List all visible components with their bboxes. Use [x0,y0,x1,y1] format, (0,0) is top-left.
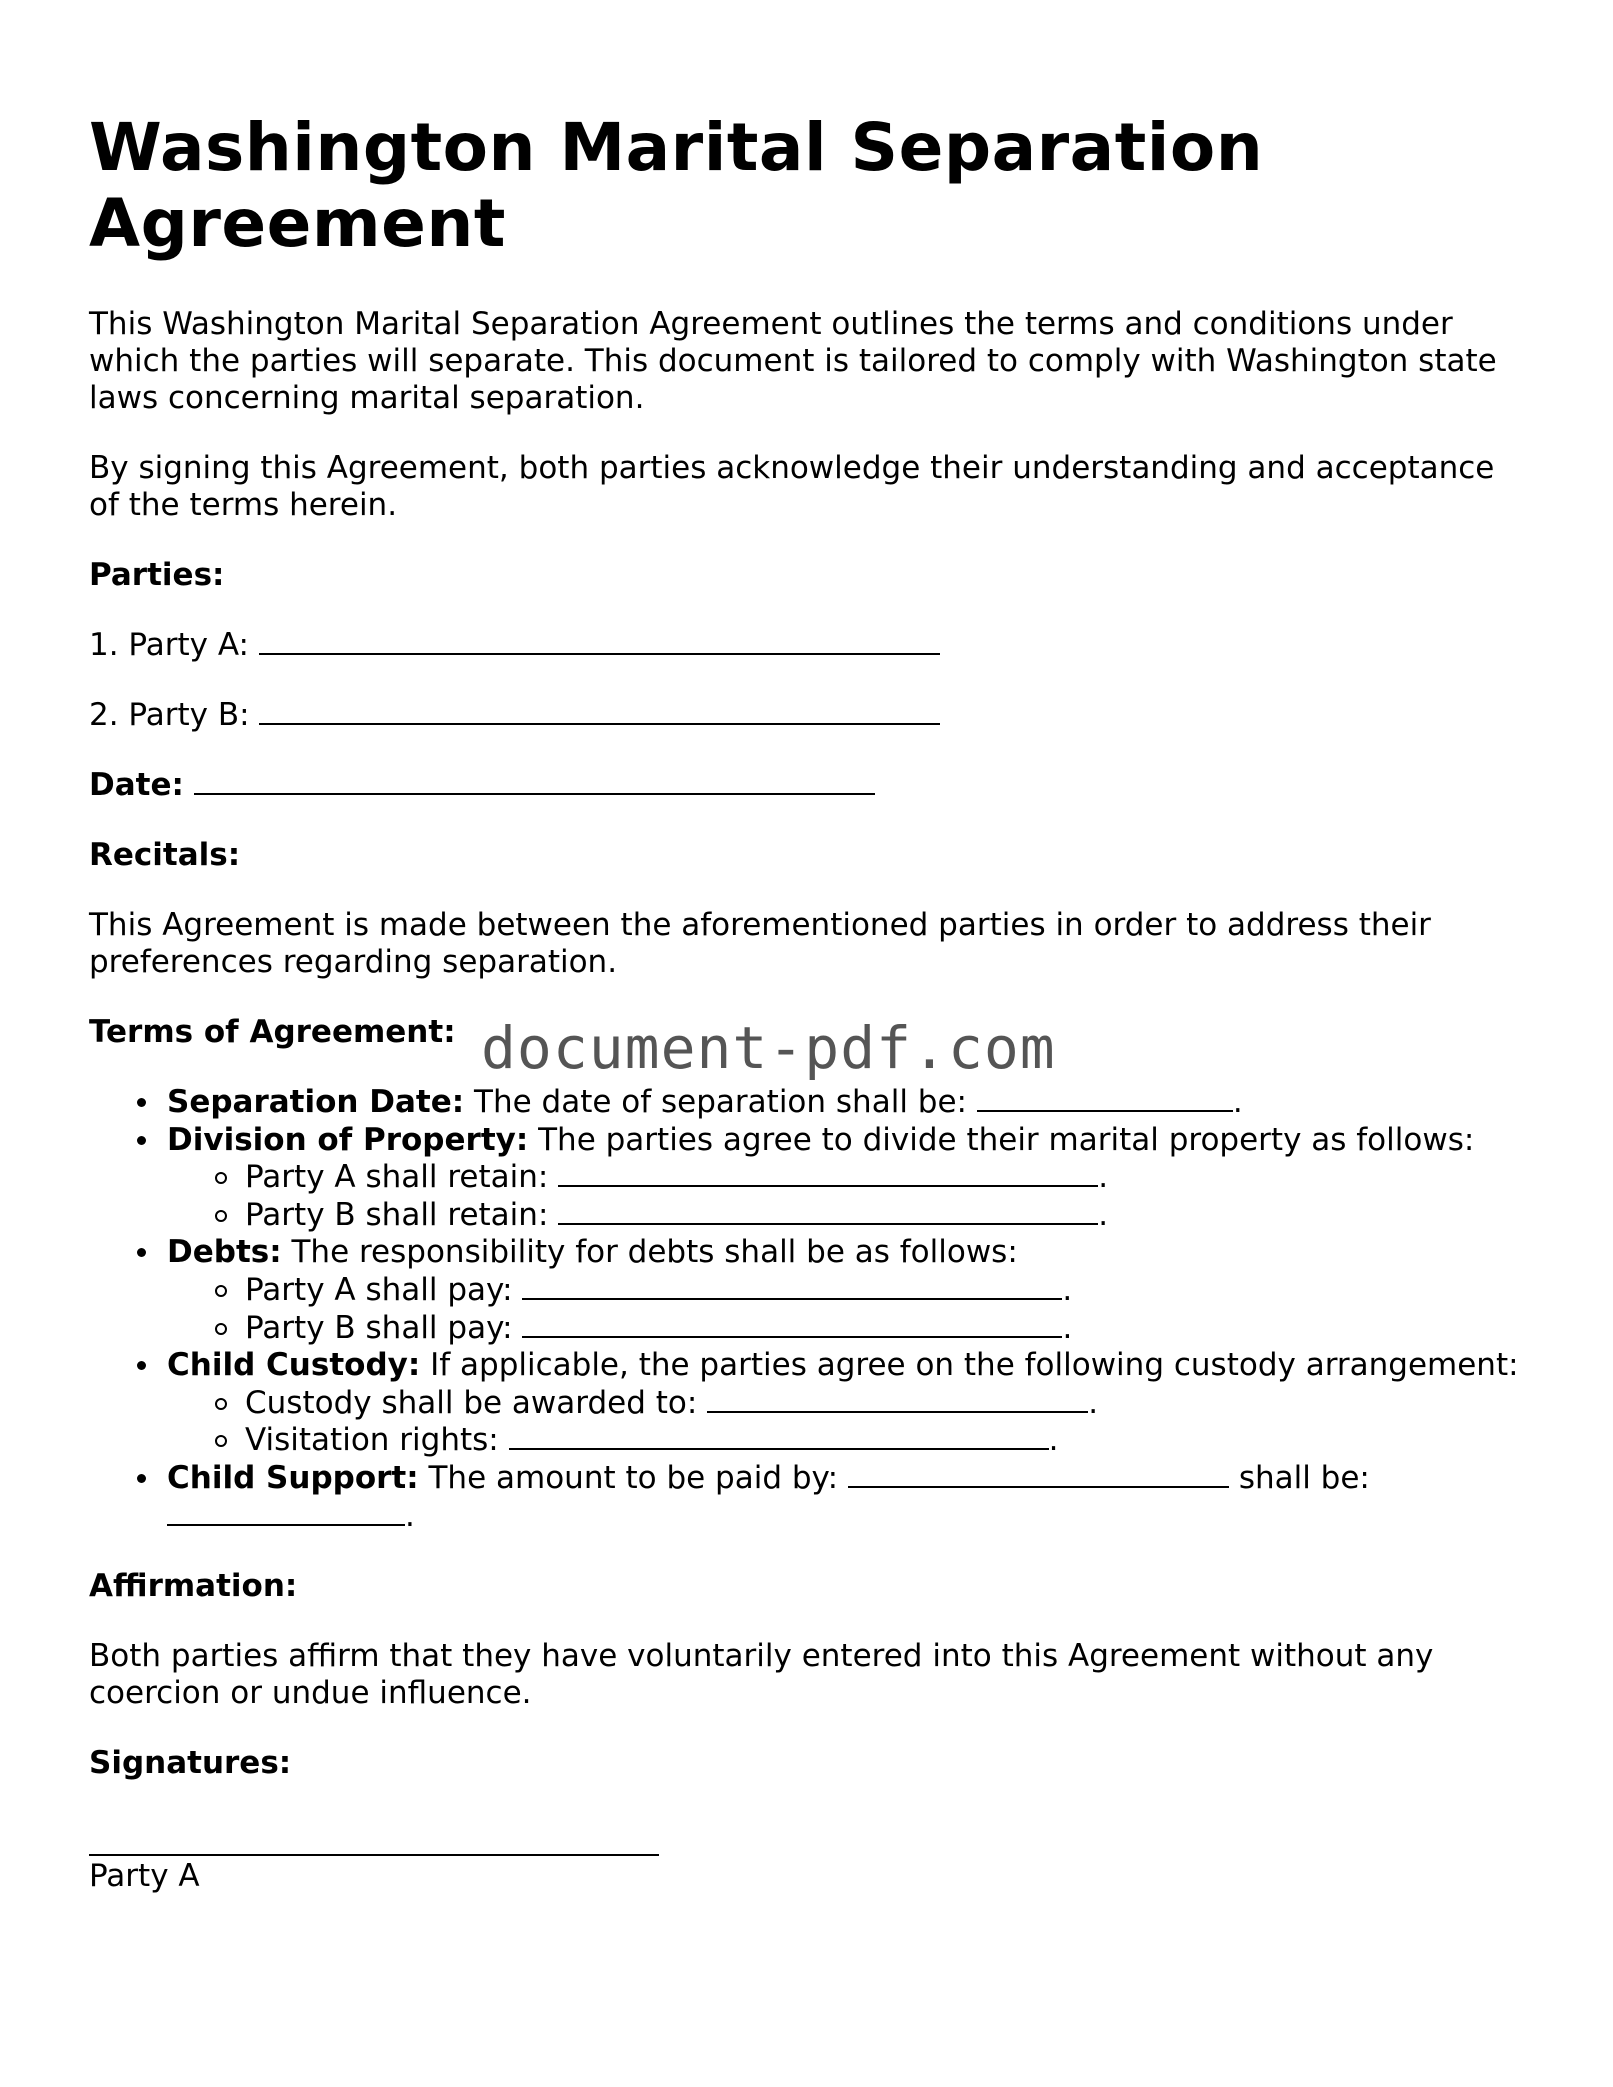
debts-text: The responsibility for debts shall be as follows: [291,1234,1018,1271]
recitals-paragraph: This Agreement is made between the aforementioned parties in order to address their preferences regarding separation. [89,907,1431,980]
custody-awarded-label: Custody shall be awarded to: [245,1384,698,1421]
debts-sublist [167,1272,1529,1347]
list-item: Party A shall pay: . [245,1272,1529,1310]
intro-paragraph: This Washington Marital Separation Agreement outlines the terms and conditions under which the parties will separate. This document is tailored to comply with Washington state laws concerning marital separation. [89,306,1497,416]
party-a-pay-label: Party A shall pay: [245,1271,513,1308]
party-a-blank[interactable] [259,627,940,655]
child-custody-text: If applicable, the parties agree on the following custody arrangement: [430,1347,1519,1384]
list-item: Separation Date: The date of separation shall be: . [167,1084,1529,1122]
party-b-retain-label: Party B shall retain: [245,1196,549,1233]
party-a-label: 1. Party A: [89,627,249,663]
party-b-blank[interactable] [259,697,940,725]
custody-sublist [167,1385,1529,1460]
party-a-retain-label: Party A shall retain: [245,1159,549,1196]
parties-heading: Parties: [89,557,225,593]
party-a-pay-blank[interactable] [522,1272,1062,1300]
debts-label: Debts: [167,1234,282,1271]
custody-awarded-blank[interactable] [707,1385,1088,1413]
terms-list [89,1084,1529,1535]
division-of-property-text: The parties agree to divide their marital property as follows: [538,1121,1475,1158]
party-b-pay-blank[interactable] [522,1310,1062,1338]
recitals-heading: Recitals: [89,837,241,873]
party-b-label: 2. Party B: [89,697,250,733]
affirmation-heading: Affirmation: [89,1568,298,1605]
list-item [167,1234,1529,1347]
party-a-line [89,627,1529,664]
document-page [89,110,1529,1895]
visitation-rights-label: Visitation rights: [245,1422,499,1459]
party-b-retain-blank[interactable] [558,1197,1098,1225]
child-support-shall-be: shall be: [1238,1459,1370,1496]
child-support-amount-blank[interactable] [167,1498,405,1526]
party-a-retain-blank[interactable] [558,1159,1098,1187]
date-label: Date: [89,767,184,803]
list-item: Party A shall retain: . [245,1159,1529,1197]
list-item: Child Support: The amount to be paid by: shall be: . [167,1460,1529,1535]
party-b-line [89,697,1529,734]
list-item [167,1122,1529,1235]
separation-date-label: Separation Date: [167,1084,465,1120]
party-b-pay-label: Party B shall pay: [245,1309,513,1346]
watermark: document-pdf.com [481,1014,1056,1082]
division-of-property-label: Division of Property: [167,1121,529,1158]
date-line [89,767,1529,804]
party-a-signature-line[interactable] [89,1796,659,1856]
visitation-rights-blank[interactable] [509,1422,1049,1450]
list-item: Visitation rights: . [245,1422,1529,1460]
document-title: Washington Marital Separation Agreement [89,109,1264,262]
child-support-label: Child Support: [167,1459,419,1496]
separation-date-text: The date of separation shall be: [474,1084,967,1120]
date-blank[interactable] [194,767,875,795]
terms-heading: Terms of Agreement: [89,1014,456,1050]
list-item: Party B shall pay: . [245,1310,1529,1348]
party-a-signature-label: Party A [89,1858,200,1895]
property-sublist [167,1159,1529,1234]
child-custody-label: Child Custody: [167,1347,421,1384]
list-item: Party B shall retain: . [245,1197,1529,1235]
child-support-payer-blank[interactable] [848,1460,1229,1488]
acknowledgement-paragraph: By signing this Agreement, both parties acknowledge their understanding and acceptance of the terms herein. [89,450,1495,523]
list-item [167,1347,1529,1460]
child-support-text: The amount to be paid by: [428,1459,839,1496]
affirmation-paragraph: Both parties affirm that they have voluntarily entered into this Agreement without any coercion or undue influence. [89,1638,1434,1712]
separation-date-blank[interactable] [977,1084,1233,1112]
list-item: Custody shall be awarded to: . [245,1385,1529,1423]
signatures-heading: Signatures: [89,1745,292,1782]
